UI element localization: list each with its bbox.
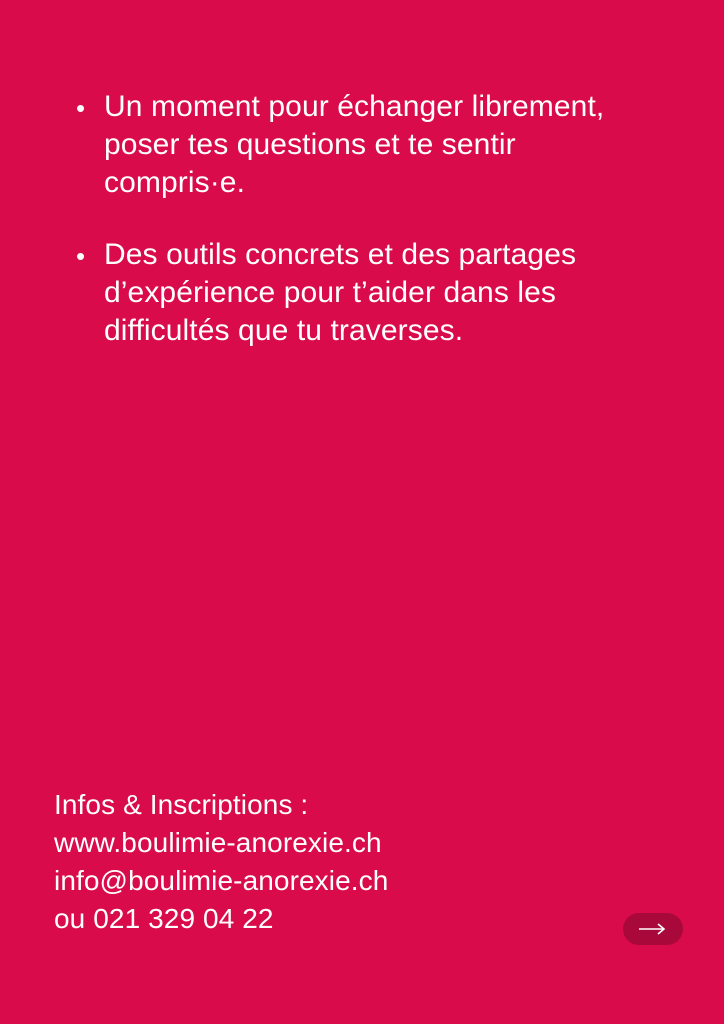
- bullet-text: Un moment pour échanger librement, poser tes questions et te sentir compris·e.: [104, 90, 605, 199]
- contact-email[interactable]: info@boulimie-anorexie.ch: [54, 865, 389, 896]
- arrow-right-icon: [637, 922, 669, 936]
- bullet-marker-icon: •: [76, 241, 86, 271]
- contact-heading: Infos & Inscriptions :: [54, 789, 309, 820]
- bullet-marker-icon: •: [76, 93, 86, 123]
- bullet-text: Des outils concrets et des partages d’expérience pour t’aider dans les difficultés que tu traverses.: [104, 238, 577, 347]
- contact-website[interactable]: www.boulimie-anorexie.ch: [54, 827, 382, 858]
- bullet-list: [76, 88, 656, 384]
- next-button[interactable]: [623, 913, 683, 945]
- list-item: [76, 88, 656, 202]
- contact-phone[interactable]: ou 021 329 04 22: [54, 903, 274, 934]
- list-item: [76, 236, 656, 350]
- contact-block: [54, 786, 388, 938]
